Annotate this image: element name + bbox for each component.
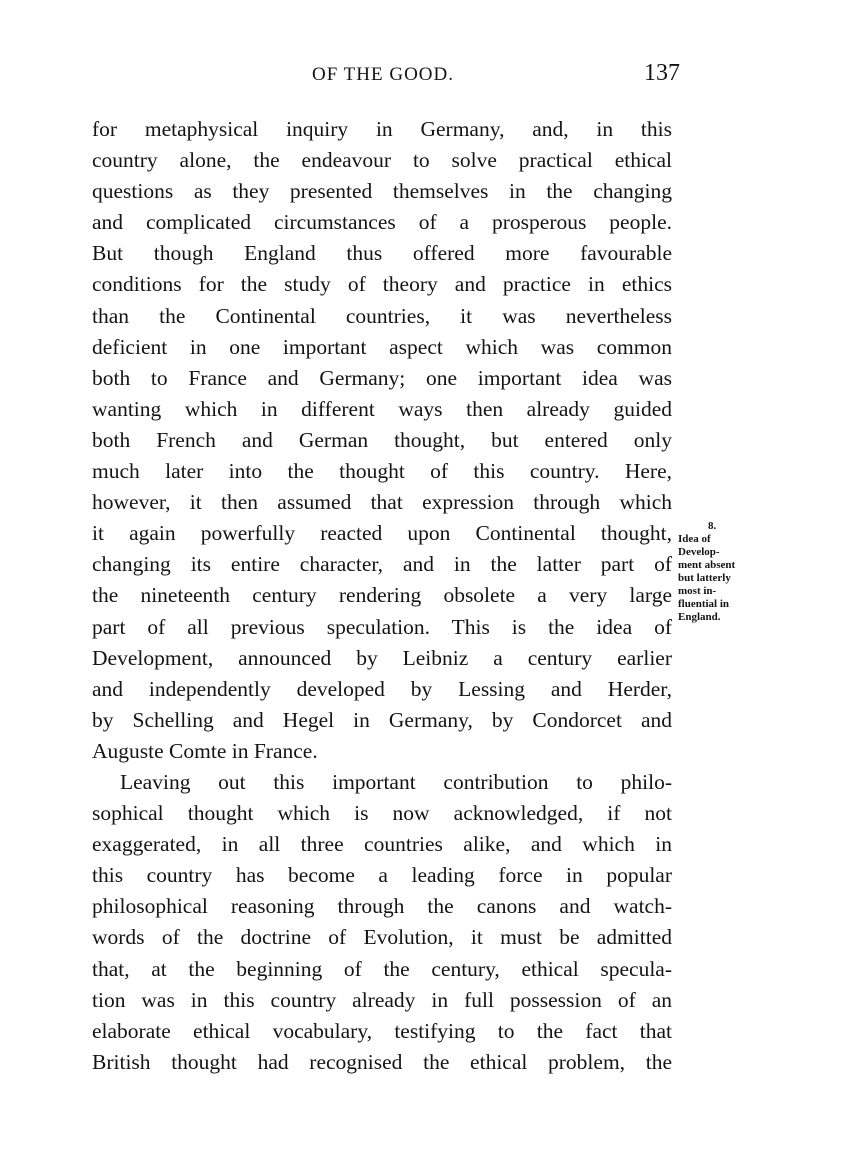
margin-note-line: England. <box>678 611 721 623</box>
text-line: for metaphysical inquiry in Germany, and, in this <box>92 117 672 141</box>
margin-note-line: fluential in <box>678 598 730 610</box>
page-number: 137 <box>644 60 680 86</box>
text-line: however, it then assumed that expression through which <box>92 490 672 515</box>
text-line: exaggerated, in all three countries alike, and which in <box>92 832 672 857</box>
margin-note-line: Develop- <box>678 546 720 558</box>
text-line: country alone, the endeavour to solve practical ethical <box>92 148 672 173</box>
text-line: words of the doctrine of Evolution, it must be admitted <box>92 925 672 950</box>
text-line: wanting which in different ways then already guided <box>92 396 672 421</box>
text-line: both French and German thought, but entered only <box>92 427 672 452</box>
text-line: British thought had recognised the ethical problem, the <box>92 1049 672 1074</box>
text-line: conditions for the study of theory and practice in ethics <box>92 272 672 297</box>
text-line: elaborate ethical vocabulary, testifying to the fact that <box>92 1018 672 1043</box>
margin-note-line: but latterly <box>678 572 731 584</box>
paragraph-2 <box>92 767 672 1078</box>
text-line: and complicated circumstances of a prosperous people. <box>92 210 672 235</box>
text-line: But though England thus offered more favourable <box>92 241 672 266</box>
margin-note <box>678 520 778 624</box>
text-line: it again powerfully reacted upon Continental thought, <box>92 521 672 546</box>
text-line: sophical thought which is now acknowledged, if not <box>92 801 672 826</box>
running-title: OF THE GOOD. <box>311 64 454 85</box>
text-line: Leaving out this important contribution to philo- <box>120 769 672 794</box>
text-line: that, at the beginning of the century, ethical specula- <box>92 956 672 981</box>
text-line: and independently developed by Lessing and Herder, <box>92 676 672 701</box>
text-line: Auguste Comte in France. <box>92 738 318 763</box>
text-line: Development, announced by Leibniz a century earlier <box>92 645 672 670</box>
text-line: this country has become a leading force in popular <box>92 863 672 888</box>
text-line: than the Continental countries, it was nevertheless <box>92 303 672 328</box>
text-line: part of all previous speculation. This is the idea of <box>92 614 672 639</box>
body-text <box>92 114 672 1078</box>
text-line: changing its entire character, and in the latter part of <box>92 552 672 577</box>
running-head <box>92 60 680 92</box>
margin-note-line: ment absent <box>678 559 736 571</box>
text-line: philosophical reasoning through the canons and watch- <box>92 894 672 919</box>
margin-note-number: 8. <box>708 520 717 532</box>
text-line: both to France and Germany; one important idea was <box>92 365 672 390</box>
margin-note-line: Idea of <box>678 533 711 545</box>
margin-note-line: most in- <box>678 585 717 597</box>
text-line: tion was in this country already in full possession of an <box>92 987 672 1012</box>
text-line: questions as they presented themselves in the changing <box>92 179 672 204</box>
text-line: the nineteenth century rendering obsolete a very large <box>92 583 672 608</box>
paragraph-1 <box>92 114 672 767</box>
text-line: much later into the thought of this country. Here, <box>92 459 672 484</box>
text-line: deficient in one important aspect which was common <box>92 334 672 359</box>
text-line: by Schelling and Hegel in Germany, by Condorcet and <box>92 707 672 732</box>
